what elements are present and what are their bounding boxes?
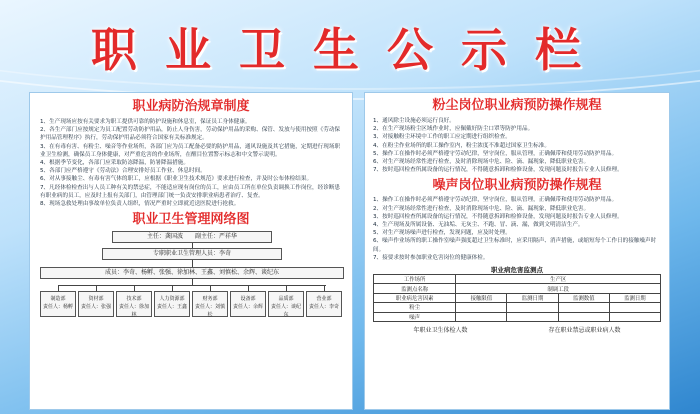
table-row [374, 284, 661, 293]
table-cell: 监测日期 [609, 293, 660, 302]
noise-rule-item: 3、按时巡回检查所属设备的运行情况，不得随意拆卸和检修设备，发现问题及时报告专业人员修理。 [373, 213, 623, 220]
noise-rule-item: 6、噪声作业场所的职工操作室噪声强度超过卫生标准时，应采用隔声、消声措施，或缩短每个工作日的接触噪声时间。 [373, 238, 657, 253]
org-unit-person: 责任人：张强 [80, 304, 111, 311]
regulation-item: 7、凡经体检检查出与人员工种有关的禁忌症，不能适应现有岗位的员工，应由员工所在单位负责调换工作岗位，经诊断患有职业病的员工，应及时上报有关部门，由管理部门统一负责安排职业病患者治疗、复查。 [40, 184, 341, 199]
regulation-item: 6、对从事接触尘、有毒有害气体的职工，应根据《职业卫生技术规范》要求进行检查，并及时公布体检结果。 [40, 176, 313, 183]
dust-rules-title: 粉尘岗位职业病预防操作规程 [432, 98, 602, 113]
left-panel [29, 92, 353, 410]
table-cell: 监测点名称 [374, 284, 456, 293]
table-row [374, 303, 661, 312]
org-members-box: 成员：李奇、杨孵、张强、徐加林、王鑫、刘慎松、余辉、谈纪东 [40, 267, 344, 279]
org-unit-box [268, 291, 304, 317]
dust-rules-text [373, 117, 661, 174]
org-unit-box [116, 291, 152, 317]
table-row [374, 293, 661, 302]
table-cell: 工作场所 [374, 275, 456, 284]
org-unit-person: 责任人：余辉 [232, 304, 263, 311]
noise-rule-item: 2、对生产现场经常性进行检查，及时消除现场中危、险、滴、漏现象，降低职业危害。 [373, 205, 590, 212]
org-manager-box: 专职职业卫生管理人员：李奇 [102, 248, 282, 260]
org-chart [30, 228, 352, 340]
org-unit-person: 责任人：刘慎松 [194, 304, 225, 319]
org-unit-name: 品质部 [278, 296, 294, 303]
table-cell: 接触限值 [456, 293, 507, 302]
noise-rules-text [373, 196, 661, 262]
footer-disease-count: 存在职业禁忌或职业病人数 [548, 327, 621, 334]
table-cell [456, 303, 507, 312]
dust-rule-item: 6、对生产现场经常性进行检查，及时消除现场中危、险、滴、漏现象，降低职业危害。 [373, 159, 590, 166]
regulations-text [40, 118, 342, 208]
table-cell: 噪声 [374, 312, 456, 321]
footer-exam-count: 年职业卫生体检人数 [413, 327, 468, 334]
network-title: 职业卫生管理网络图 [132, 212, 250, 228]
org-unit-name: 财务部 [202, 296, 218, 303]
dust-rule-item: 1、通风除尘设施必须运行良好。 [373, 118, 455, 124]
dust-rule-item: 5、操作工在操作时必须严格遵守劳动纪律，坚守岗位，服从管理，正确佩带和使用劳动防护用品。 [373, 150, 618, 157]
monitoring-table-title: 职业病危害监测点 [491, 266, 543, 275]
regulation-item: 5、各部门应严格遵守《劳动法》合理安排好员工作业、休息时间。 [40, 168, 206, 175]
org-unit-name: 设备部 [240, 296, 256, 303]
table-cell [609, 312, 660, 321]
org-unit-box [306, 291, 342, 317]
table-cell: 制调工段 [456, 284, 661, 293]
dust-rule-item: 4、在粉尘作业场所的职工操作室内，粉尘浓度不准超过国家卫生标准。 [373, 142, 550, 149]
monitoring-table [373, 274, 661, 322]
org-unit-box [40, 291, 76, 317]
org-unit-box [230, 291, 266, 317]
noise-rule-item: 7、接要求按时参加职业危害岗位的健康体检。 [373, 254, 489, 261]
regulation-item: 1、生产现场应按有关要求为职工提供可靠的防护设施和休息室，保证员工身体健康。 [40, 119, 251, 125]
monitoring-table-wrap [373, 265, 661, 334]
regulation-item: 8、现场急救处理由事故单位负责人组织，情况严重时立即就近送医院进行抢救。 [40, 201, 240, 208]
noise-rule-item: 4、生产现场及所属设备、无油垢、无灰尘、不跑、冒、滴、漏，做到文明清洁生产。 [373, 222, 584, 229]
org-unit-box [192, 291, 228, 317]
right-panel [364, 92, 670, 410]
table-cell: 监测日期 [507, 293, 558, 302]
org-unit-person: 责任人：李奇 [308, 304, 339, 311]
board-title: 职业卫生公示栏 [91, 23, 609, 77]
table-cell [507, 303, 558, 312]
org-connector [192, 260, 193, 267]
table-footer [373, 325, 661, 334]
table-row [374, 312, 661, 321]
regulation-item: 3、在有毒有害、有粉尘、噪音等作业场所，各部门应为员工配备必要的防护用品，通风设施及其它措施，定期进行现场职业卫生检测，确保员工身体健康，对严重危害的作业场所，在醒目位置警示标志和中文警示说明。 [40, 143, 341, 158]
regulations-title: 职业病防治规章制度 [132, 99, 250, 114]
org-unit-name: 资材部 [88, 296, 104, 303]
table-row [374, 275, 661, 284]
org-unit-box [154, 291, 190, 317]
table-cell: 监测数值 [558, 293, 609, 302]
regulation-item: 4、根据季节变化，各部门应采取防冻降温，防暑降温措施。 [40, 160, 189, 167]
org-unit-person: 责任人：王鑫 [156, 304, 187, 311]
dust-rule-item: 7、按时巡回检查所属设备的运行情况，不得随意拆卸和检修设备，发现问题及时报告专业人员修理。 [373, 167, 623, 174]
org-unit-name: 人力资源部 [159, 296, 185, 303]
org-director-box: 主任：龚国波 副主任：严祥华 [112, 231, 272, 243]
table-cell: 粉尘 [374, 303, 456, 312]
dust-rule-item: 2、在生产现场粉尘区域作业时，应佩戴好防尘口罩等防护用品。 [373, 126, 534, 133]
table-cell [456, 312, 507, 321]
org-unit-name: 技术部 [126, 296, 142, 303]
org-unit-name: 制造部 [50, 296, 66, 303]
regulation-item: 2、各生产部门应按规定为员工配置劳动防护用品，防止人身伤害，劳动保护用品的采购、保管、发放与使用按照《劳动保护用品管理程序》执行，劳动保护用品必须符合国家有关标准规定。 [40, 127, 341, 142]
table-cell: 生产区 [456, 275, 661, 284]
org-unit-person: 责任人：杨孵 [42, 304, 73, 311]
org-unit-person: 责任人：谈纪东 [270, 304, 301, 319]
noise-rules-title: 噪声岗位职业病预防操作规程 [432, 178, 602, 194]
table-cell [558, 303, 609, 312]
table-cell [558, 312, 609, 321]
org-unit-box [78, 291, 114, 317]
noise-rule-item: 5、对生产现场噪声进行检查，发现问题，应及时处理。 [373, 230, 511, 237]
table-cell: 职业病危害因素 [374, 293, 456, 302]
org-unit-name: 营业部 [316, 296, 332, 303]
table-cell [507, 312, 558, 321]
dust-rule-item: 3、对接触粉尘环境中工作的职工应定期进行组织检查。 [373, 134, 511, 141]
noise-rule-item: 1、操作工在操作时必须严格遵守劳动纪律，坚守岗位，服从管理，正确佩带和使用劳动防护用品。 [373, 197, 618, 204]
org-unit-person: 责任人：徐加林 [118, 304, 149, 319]
table-cell [609, 303, 660, 312]
